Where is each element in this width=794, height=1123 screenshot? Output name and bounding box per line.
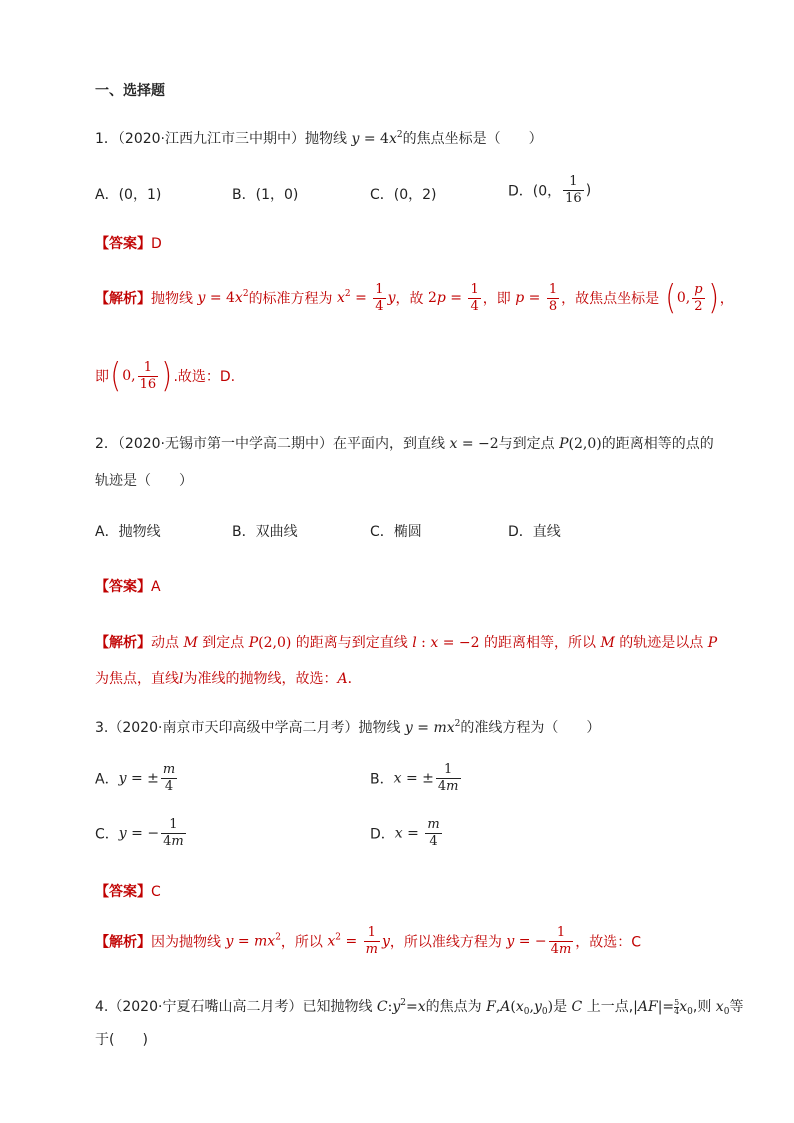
- analysis-line-2: 即(0, $\frac{1}{16}$ ).故选：D.: [95, 356, 236, 396]
- question-1-stem: 1．（2020·江西九江市三中期中）抛物线 $y = 4x^2$的焦点坐标是（ ）: [95, 130, 543, 147]
- equation: y: [351, 131, 360, 147]
- option-d: D．直线: [508, 524, 561, 540]
- section-title: 一、选择题: [95, 83, 165, 99]
- option-b: B．x = ± $\frac{1}{4m}$: [370, 762, 459, 794]
- question-number: 1．: [95, 131, 118, 147]
- answer-label: 【答案】: [95, 579, 151, 595]
- option-c: C．椭圆: [370, 524, 422, 540]
- answer-value: D: [151, 236, 162, 252]
- answer-line: [95, 576, 161, 596]
- question-4-stem: 4.（2020·宁夏石嘴山高二月考）已知抛物线 $C:y^2=x$的焦点为 $F,A(x_0,y_0)$是 C 上一点,|AF|= $\frac{5}{4}$ $x_0$,则 $x_0$等: [95, 997, 744, 1017]
- option-a: A．(0，1): [95, 187, 162, 203]
- option-c: C．y = − $\frac{1}{4m}$: [95, 817, 184, 849]
- question-2-stem-line-2: 轨迹是（ ）: [95, 473, 193, 489]
- answer-line: [95, 881, 161, 901]
- question-number: 3.: [95, 720, 109, 736]
- answer-value: C: [151, 884, 161, 900]
- answer-label: 【答案】: [95, 884, 151, 900]
- answer-value: A: [151, 579, 161, 595]
- question-2-stem: 2．（2020·无锡市第一中学高二期中）在平面内，到直线 x = −2与到定点 P(2,0)的距离相等的点的: [95, 436, 714, 452]
- question-source: （2020·宁夏石嘴山高二月考）: [108, 999, 303, 1015]
- analysis-line-1: 【解析】动点 M 到定点 P(2,0) 的距离与到定直线 l : x = −2 的距离相等，所以 M 的轨迹是以点 P: [95, 635, 718, 651]
- option-d: D．(0， $\frac{1}{16}$ ): [508, 174, 592, 206]
- analysis-line-1: 【解析】因为抛物线 $y = mx^2$，所以 $x^2$ = $\frac{1}{m}$ y，所以准线方程为 y = − $\frac{1}{4m}$ ，故选：C: [95, 925, 642, 957]
- option-a: A．抛物线: [95, 524, 161, 540]
- option-d: D．x = $\frac{m}{4}$: [370, 817, 440, 849]
- question-source: （2020·无锡市第一中学高二期中）: [117, 436, 334, 452]
- analysis-line-2: 为焦点，直线l为准线的抛物线，故选：A．: [95, 671, 362, 687]
- analysis-line-1: 【解析】抛物线 $y = 4x^2$的标准方程为 $x^2$ = $\frac{1}{4}$ y，故 2p = $\frac{1}{4}$ ，即 p = $\frac{1}{8}$ ，故焦点坐标是 (0, $\frac{p}{2}$ )，: [95, 278, 734, 318]
- option-a: A．y = ± $\frac{m}{4}$: [95, 762, 176, 794]
- question-number: 4.: [95, 999, 109, 1015]
- question-3-stem: 3.（2020·南京市天印高级中学高二月考）抛物线 $y = mx^2$的准线方程为（ ）: [95, 719, 601, 736]
- fraction: $\frac{1}{16}$: [565, 174, 582, 206]
- option-b: B．双曲线: [232, 524, 298, 540]
- question-number: 2．: [95, 436, 118, 452]
- answer-label: 【答案】: [95, 236, 151, 252]
- option-b: B．(1，0): [232, 187, 299, 203]
- answer-line: [95, 233, 162, 253]
- question-4-stem-line-2: 于( ): [95, 1032, 148, 1048]
- option-c: C．(0，2): [370, 187, 437, 203]
- question-source: （2020·南京市天印高级中学高二月考）: [108, 720, 359, 736]
- question-source: （2020·江西九江市三中期中）: [117, 131, 306, 147]
